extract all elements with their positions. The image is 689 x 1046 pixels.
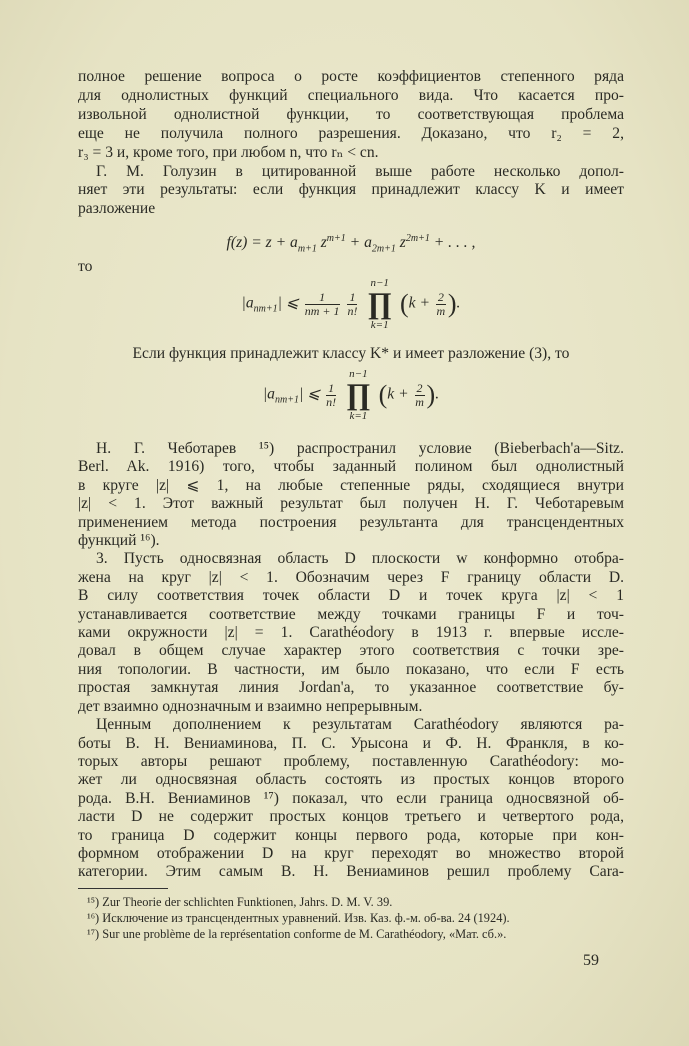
formula-part: + a	[345, 234, 372, 252]
text-line: жет ли односвязная область состоять из простых концов второго	[78, 771, 624, 789]
sentence-k-star: Если функция принадлежит классу K* и имеет разложение (3), то	[132, 345, 570, 362]
footnote-divider	[78, 888, 168, 889]
product-symbol	[367, 277, 392, 331]
formula-part: m+1	[297, 243, 317, 255]
fraction	[436, 291, 446, 318]
numerator: 1	[349, 289, 356, 304]
text-line: 3. Пусть односвязная область D плоскости w конформно отобра-	[96, 550, 624, 568]
formula-bound-k: $|a_{nm+1}|$ ⩽ $\frac{1}{nm + 1}$ $\frac{1}{n!}$ n−1 ∏ k=1 (k + $\frac{2}{m}$ ).	[241, 277, 461, 331]
text-line: формном отображении D на круг переходят во множество второй	[78, 844, 624, 862]
text-line: торых авторы решают проблему, поставленную Carathéodory: мо-	[78, 752, 624, 770]
text-line: Н. Г. Чеботарев ¹⁵) распространил условие (Bieberbach'a—Sitz.	[96, 440, 624, 457]
formula-part: | ⩽	[277, 294, 303, 312]
formula-part: nm+1	[253, 303, 278, 315]
fraction	[415, 382, 425, 409]
product-lower: k=1	[370, 319, 389, 331]
denominator: nm + 1	[304, 303, 340, 318]
numerator: 1	[328, 380, 335, 395]
product-sign: ∏	[367, 287, 393, 320]
formula-part: nm+1	[274, 394, 299, 406]
product-upper: n−1	[349, 368, 368, 380]
formula-part: m+1	[326, 233, 346, 244]
footnote-15: ¹⁵) Zur Theorie der schlichten Funktionen, Jahrs. D. M. V. 39.	[87, 895, 393, 909]
denominator: n!	[326, 394, 337, 409]
formula-part: | ⩽	[298, 385, 325, 403]
text-line: категории. Этим самым В. Н. Вениаминов решил проблему Cara-	[78, 863, 624, 881]
text-line: для однолистных функций специального вида. Что касается про-	[78, 86, 624, 104]
text-line: еще не получила полного разрешения. Доказано, что r₂ = 2,	[78, 124, 624, 142]
text-line: в круге |z| ⩽ 1, на любые степенные ряды, сходящиеся внутри	[78, 476, 624, 494]
formula-part: + . . . ,	[429, 234, 476, 252]
text-line: извольной однолистной функции, то соответствующая проблема	[78, 105, 624, 123]
page-number: 59	[583, 952, 599, 969]
text-line: жена на круг |z| < 1. Обозначим через F границу области D.	[78, 568, 624, 586]
fraction	[305, 291, 340, 318]
denominator: n!	[347, 303, 358, 318]
text-line: ками окружности |z| = 1. Carathéodory в 1913 г. впервые иссле-	[78, 624, 624, 642]
text-line: полное решение вопроса о росте коэффициентов степенного ряда	[78, 68, 624, 85]
formula-part: k +	[408, 294, 434, 312]
fraction	[347, 291, 357, 318]
denominator: m	[436, 303, 446, 318]
text-line: r₃ = 3 и, кроме того, при любом n, что rₙ < cn.	[78, 143, 379, 161]
formula-bound-k-star: $|a_{nm+1}|$ ⩽ $\frac{1}{n!}$ n−1 ∏ k=1 (k + $\frac{2}{m}$ ).	[262, 368, 440, 422]
text-line: то граница D содержит концы первого рода, которые при кон-	[78, 826, 624, 844]
formula-part: z	[395, 234, 406, 252]
footnote-17: ¹⁷) Sur une problème de la représentation conforme de M. Carathéodory, «Мат. сб.».	[87, 927, 507, 941]
text-line: |z| < 1. Этот важный результат был получен Н. Г. Чеботаревым	[78, 495, 624, 513]
numerator: 2	[416, 380, 423, 395]
numerator: 1	[305, 291, 340, 305]
product-symbol	[346, 368, 371, 422]
product-upper: n−1	[370, 277, 389, 289]
formula-part: k +	[387, 385, 413, 403]
text-line: простая замкнутая линия Jordan'a, то указанное соответствие бу-	[78, 679, 624, 697]
text-line: Ценным дополнением к результатам Carathéodory являются ра-	[96, 716, 624, 734]
paragraph-growth-coefficients	[78, 68, 624, 219]
formula-part: f(z) = z + a	[226, 234, 298, 252]
paragraph-chebotarev	[78, 440, 624, 882]
text-to: то	[78, 258, 93, 275]
formula-part: |a	[241, 294, 254, 312]
text-line: довал в общем случае характер этого соответствия с точки зре-	[78, 642, 624, 660]
footnote-16: ¹⁶) Исключение из трансцендентных уравнений. Изв. Каз. ф.-м. об-ва. 24 (1924).	[87, 911, 510, 925]
text-line: ласти D не содержит простых концов третьего и четвертого рода,	[78, 808, 624, 826]
text-line: дет взаимно однозначным и взаимно непрерывным.	[78, 697, 423, 715]
formula-part: .	[456, 294, 461, 312]
formula-part: z	[316, 234, 327, 252]
formula-part: .	[435, 385, 440, 403]
text-line: устанавливается соответствие между точками границы F и точ-	[78, 605, 624, 623]
text-line: рода. В.Н. Вениаминов ¹⁷) показал, что если граница односвязной об-	[78, 789, 624, 807]
text-line: боты В. Н. Вениаминова, П. С. Урысона и Ф. Н. Франкля, в ко-	[78, 734, 624, 752]
formula-part: 2m+1	[371, 243, 396, 255]
product-sign: ∏	[346, 378, 371, 411]
product-lower: k=1	[349, 410, 368, 422]
text-line: няет эти результаты: если функция принадлежит классу K и имеет	[78, 181, 624, 199]
formula-expansion	[78, 233, 624, 254]
denominator: m	[415, 394, 424, 409]
text-line: разложение	[78, 200, 156, 218]
text-line: ния топологии. В частности, им было показано, что если F есть	[78, 660, 624, 678]
numerator: 2	[437, 289, 444, 304]
text-line: применением метода построения результанта для трансцендентных	[78, 513, 624, 531]
formula-part: 2m+1	[405, 233, 430, 244]
fraction	[326, 382, 336, 409]
text-line: функций ¹⁶).	[78, 532, 160, 550]
footnotes	[87, 894, 627, 942]
text-line: Г. М. Голузин в цитированной выше работе несколько допол-	[96, 162, 624, 180]
text-line: Berl. Ak. 1916) того, чтобы заданный полином был однолистный	[78, 458, 624, 476]
formula-part: |a	[262, 385, 275, 403]
text-line: В силу соответствия точек области D и точек круга |z| < 1	[78, 587, 624, 605]
